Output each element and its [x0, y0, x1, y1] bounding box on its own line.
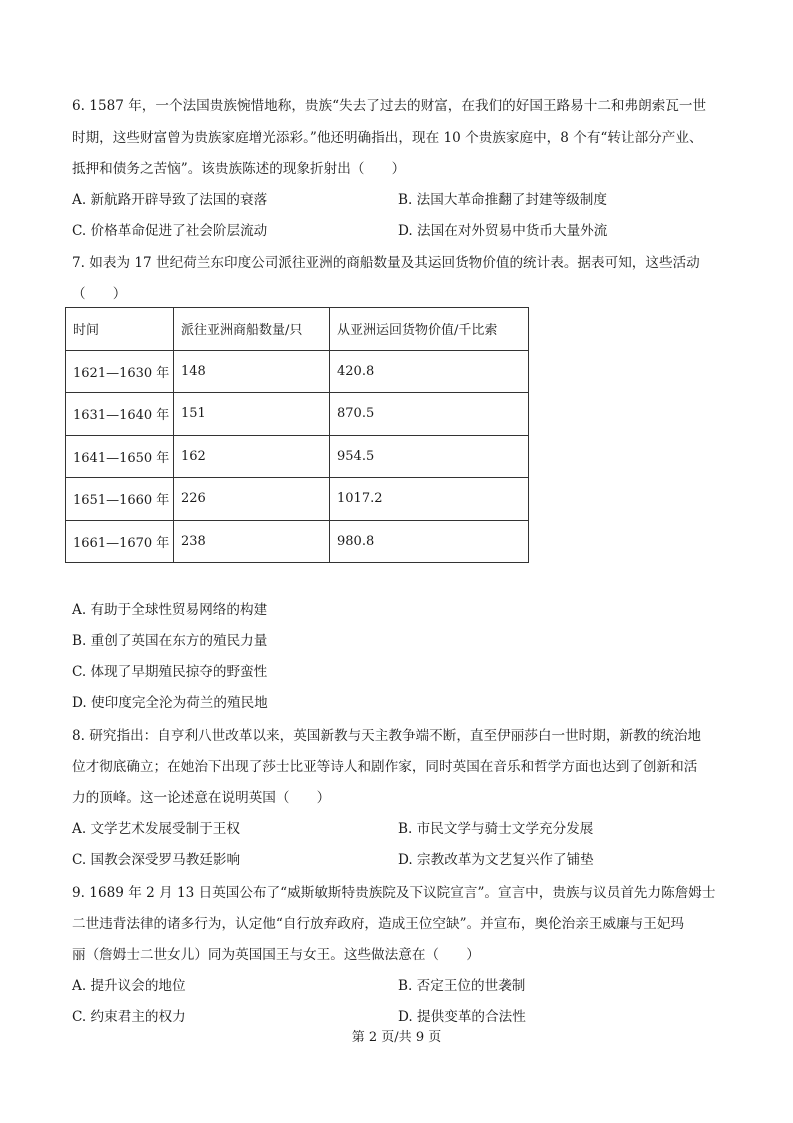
table-cell: 1017.2 — [330, 478, 529, 521]
table-cell: 151 — [174, 393, 330, 436]
table-cell: 1621—1630 年 — [66, 350, 174, 393]
table-row — [66, 350, 529, 393]
table-cell: 226 — [174, 478, 330, 521]
table-cell: 980.8 — [330, 520, 529, 563]
table-header-cell: 派往亚洲商船数量/只 — [174, 308, 330, 351]
table-header-cell: 从亚洲运回货物价值/千比索 — [330, 308, 529, 351]
q8-option-b: B. 市民文学与骑士文学充分发展 — [398, 821, 594, 837]
table-cell: 954.5 — [330, 435, 529, 478]
table-cell: 238 — [174, 520, 330, 563]
q8-option-d: D. 宗教改革为文艺复兴作了铺垫 — [398, 852, 594, 868]
q8-option-a: A. 文学艺术发展受制于王权 — [72, 821, 240, 837]
q9-option-b: B. 否定王位的世袭制 — [398, 978, 526, 994]
q6-option-c: C. 价格革命促进了社会阶层流动 — [72, 223, 268, 239]
table-cell: 148 — [174, 350, 330, 393]
q9-stem-line-2: 二世违背法律的诸多行为，认定他“自行放弃政府，造成王位空缺”。并宣布，奥伦治亲王威廉与王妃玛 — [72, 916, 685, 932]
table-cell: 162 — [174, 435, 330, 478]
table-cell: 870.5 — [330, 393, 529, 436]
q6-option-d: D. 法国在对外贸易中货币大量外流 — [398, 223, 608, 239]
q8-stem-line-2: 位才彻底确立；在她治下出现了莎士比亚等诗人和剧作家，同时英国在音乐和哲学方面也达到了创新和活 — [72, 759, 698, 775]
q6-stem-line-1: 6. 1587 年，一个法国贵族惋惜地称，贵族“失去了过去的财富，在我们的好国王路易十二和弗朗索瓦一世 — [72, 98, 707, 114]
q6-option-b: B. 法国大革命推翻了封建等级制度 — [398, 192, 607, 208]
q7-option-a: A. 有助于全球性贸易网络的构建 — [72, 602, 268, 618]
table-cell: 1651—1660 年 — [66, 478, 174, 521]
q6-option-a: A. 新航路开辟导致了法国的衰落 — [72, 192, 268, 208]
page-number: 第 2 页/共 9 页 — [351, 1030, 442, 1045]
table-cell: 1661—1670 年 — [66, 520, 174, 563]
table-cell: 420.8 — [330, 350, 529, 393]
q7-stats-table — [65, 307, 529, 563]
table-row — [66, 435, 529, 478]
q9-stem-line-1: 9. 1689 年 2 月 13 日英国公布了“威斯敏斯特贵族院及下议院宣言”。宣言中，贵族与议员首先力陈詹姆士 — [72, 885, 716, 901]
table-row — [66, 478, 529, 521]
table-cell: 1641—1650 年 — [66, 435, 174, 478]
q8-stem-line-3: 力的顶峰。这一论述意在说明英国（ ） — [72, 790, 331, 806]
q7-stem-line-1: 7. 如表为 17 世纪荷兰东印度公司派往亚洲的商船数量及其运回货物价值的统计表。据表可知，这些活动 — [72, 255, 700, 271]
table-header-row — [66, 308, 529, 351]
q9-stem-line-3: 丽（詹姆士二世女儿）同为英国国王与女王。这些做法意在（ ） — [72, 947, 480, 963]
q8-stem-line-1: 8. 研究指出：自亨利八世改革以来，英国新教与天主教争端不断，直至伊丽莎白一世时期，新教的统治地 — [72, 728, 702, 744]
table-row — [66, 520, 529, 563]
q9-option-c: C. 约束君主的权力 — [72, 1009, 186, 1025]
q7-option-b: B. 重创了英国在东方的殖民力量 — [72, 633, 268, 649]
q7-stem-line-2: （ ） — [72, 286, 127, 302]
table-header-cell: 时间 — [66, 308, 174, 351]
q9-option-a: A. 提升议会的地位 — [72, 978, 186, 994]
q6-stem-line-3: 抵押和债务之苦恼”。该贵族陈述的现象折射出（ ） — [72, 161, 406, 177]
table-row — [66, 393, 529, 436]
q8-option-c: C. 国教会深受罗马教廷影响 — [72, 852, 241, 868]
q6-stem-line-2: 时期，这些财富曾为贵族家庭增光添彩。”他还明确指出，现在 10 个贵族家庭中，8 个有“转让部分产业、 — [72, 130, 703, 146]
q9-option-d: D. 提供变革的合法性 — [398, 1009, 526, 1025]
table-cell: 1631—1640 年 — [66, 393, 174, 436]
q7-option-d: D. 使印度完全沦为荷兰的殖民地 — [72, 695, 268, 711]
q7-option-c: C. 体现了早期殖民掠夺的野蛮性 — [72, 664, 268, 680]
